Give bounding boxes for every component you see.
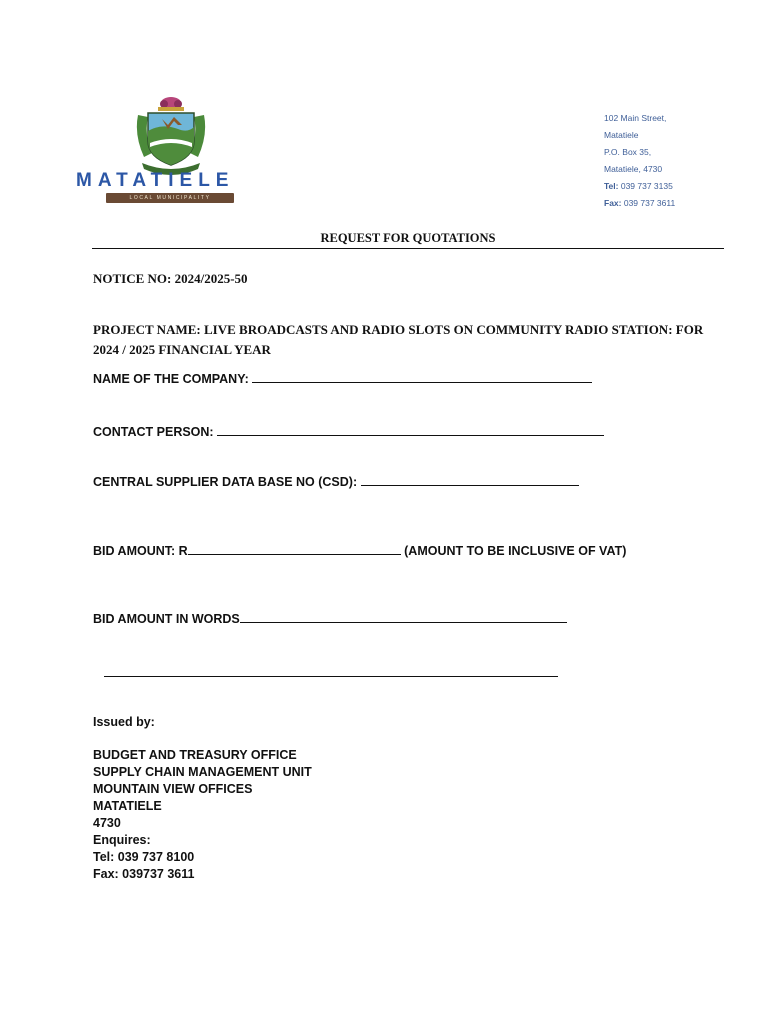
bid-amount-words-blank[interactable] [240,611,567,623]
company-name-blank[interactable] [252,371,592,383]
address-line: 102 Main Street, [604,113,667,123]
fax-line [604,195,675,212]
brand-subtitle-band [106,193,234,203]
notice-number: NOTICE NO: 2024/2025-50 [93,271,248,286]
contact-person-field [93,424,604,439]
company-name-field [93,371,592,386]
bid-amount-blank[interactable] [188,543,401,555]
issuer-line: Tel: 039 737 8100 [93,850,195,864]
csd-label: CENTRAL SUPPLIER DATA BASE NO (CSD): [93,475,361,489]
csd-blank[interactable] [361,474,579,486]
tel-value: 039 737 3135 [618,181,673,191]
issuer-line: SUPPLY CHAIN MANAGEMENT UNIT [93,765,312,779]
address-line: P.O. Box 35, [604,147,652,157]
fax-label: Fax: [604,198,622,208]
issuer-line: Enquires: [93,833,151,847]
address-line: Matatiele [604,130,639,140]
municipal-crest-logo [132,95,210,177]
fax-value: 039 737 3611 [621,198,676,208]
bid-amount-label: BID AMOUNT: R [93,544,188,558]
bid-amount-note: (AMOUNT TO BE INCLUSIVE OF VAT) [400,544,627,558]
bid-amount-words-continuation-blank[interactable] [104,676,558,677]
brand-name: MATATIELE [76,170,235,191]
telephone-line [604,178,675,195]
bid-amount-words-field [93,611,567,626]
brand-subtitle: LOCAL MUNICIPALITY [129,195,211,201]
title-divider [92,248,724,249]
contact-person-blank[interactable] [217,424,604,436]
csd-field [93,474,579,489]
issuer-line: MOUNTAIN VIEW OFFICES [93,782,253,796]
issuer-line: BUDGET AND TREASURY OFFICE [93,748,297,762]
contact-person-label: CONTACT PERSON: [93,425,218,439]
bid-amount-words-label: BID AMOUNT IN WORDS [93,612,240,626]
issuer-line: MATATIELE [93,799,162,813]
project-name: PROJECT NAME: LIVE BROADCASTS AND RADIO SLOTS ON COMMUNITY RADIO STATION: FOR 2024 / 2025 FINANCIAL YEAR [93,322,704,357]
issuer-line: 4730 [93,816,121,830]
issuer-line: Fax: 039737 3611 [93,867,195,881]
company-name-label: NAME OF THE COMPANY: [93,372,253,386]
address-line: Matatiele, 4730 [604,164,663,174]
issuer-block [93,747,312,883]
address-block [604,110,675,212]
tel-label: Tel: [604,181,619,191]
document-title: REQUEST FOR QUOTATIONS [320,231,496,245]
bid-amount-field [93,543,626,558]
issued-by-label: Issued by: [93,715,155,729]
